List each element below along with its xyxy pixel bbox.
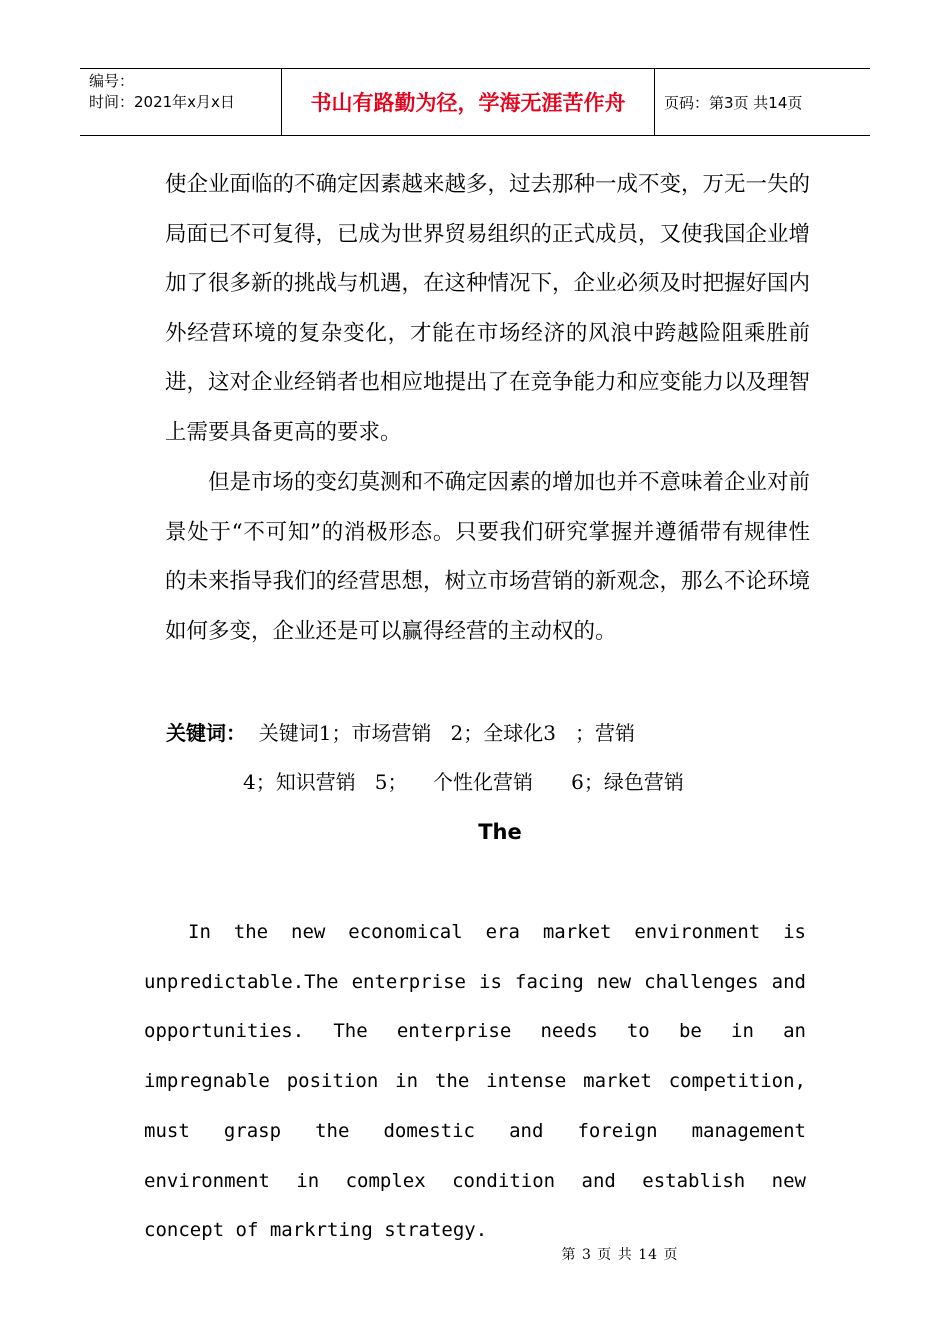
document-number-label: 编号： — [89, 72, 135, 90]
page-header — [80, 68, 870, 136]
english-paragraph: In the new economical era market environment is unpredictable.The enterprise is facing new challenges and opportunities. The enterprise needs to be in an impregnable position in the intense market competition, must grasp the domestic and foreign management environment in complex condition and establish new concept of markrting strategy. — [144, 921, 806, 1242]
keywords-line-1 — [166, 709, 806, 758]
header-page-info: 页码：第3页 共14页 — [664, 93, 803, 112]
keywords-list-1: 关键词1；市场营销 2；全球化3 ；营销 — [246, 721, 636, 745]
page-footer: 第 3 页 共 14 页 — [561, 1247, 679, 1263]
english-title: The — [478, 820, 522, 844]
body-paragraph-2: 但是市场的变幻莫测和不确定因素的增加也并不意味着企业对前景处于“不可知”的消极形态。只要我们研究掌握并遵循带有规律性的未来指导我们的经营思想，树立市场营销的新观念，那么不论环境如何多变，企业还是可以赢得经营的主动权的。 — [165, 470, 811, 644]
keywords-label: 关键词： — [166, 721, 246, 745]
header-meta — [89, 71, 235, 113]
document-date: 时间：2021年x月x日 — [89, 93, 235, 111]
body-paragraph-1: 使企业面临的不确定因素越来越多，过去那种一成不变，万无一失的局面已不可复得，已成为世界贸易组织的正式成员，又使我国企业增加了很多新的挑战与机遇，在这种情况下，企业必须及时把握好国内外经营环境的复杂变化，才能在市场经济的风浪中跨越险阻乘胜前进，这对企业经销者也相应地提出了在竞争能力和应变能力以及理智上需要具备更高的要求。 — [165, 172, 811, 445]
header-motto: 书山有路勤为径，学海无涯苦作舟 — [310, 91, 626, 115]
keywords-list-2: 4；知识营销 5； 个性化营销 6；绿色营销 — [243, 770, 684, 794]
